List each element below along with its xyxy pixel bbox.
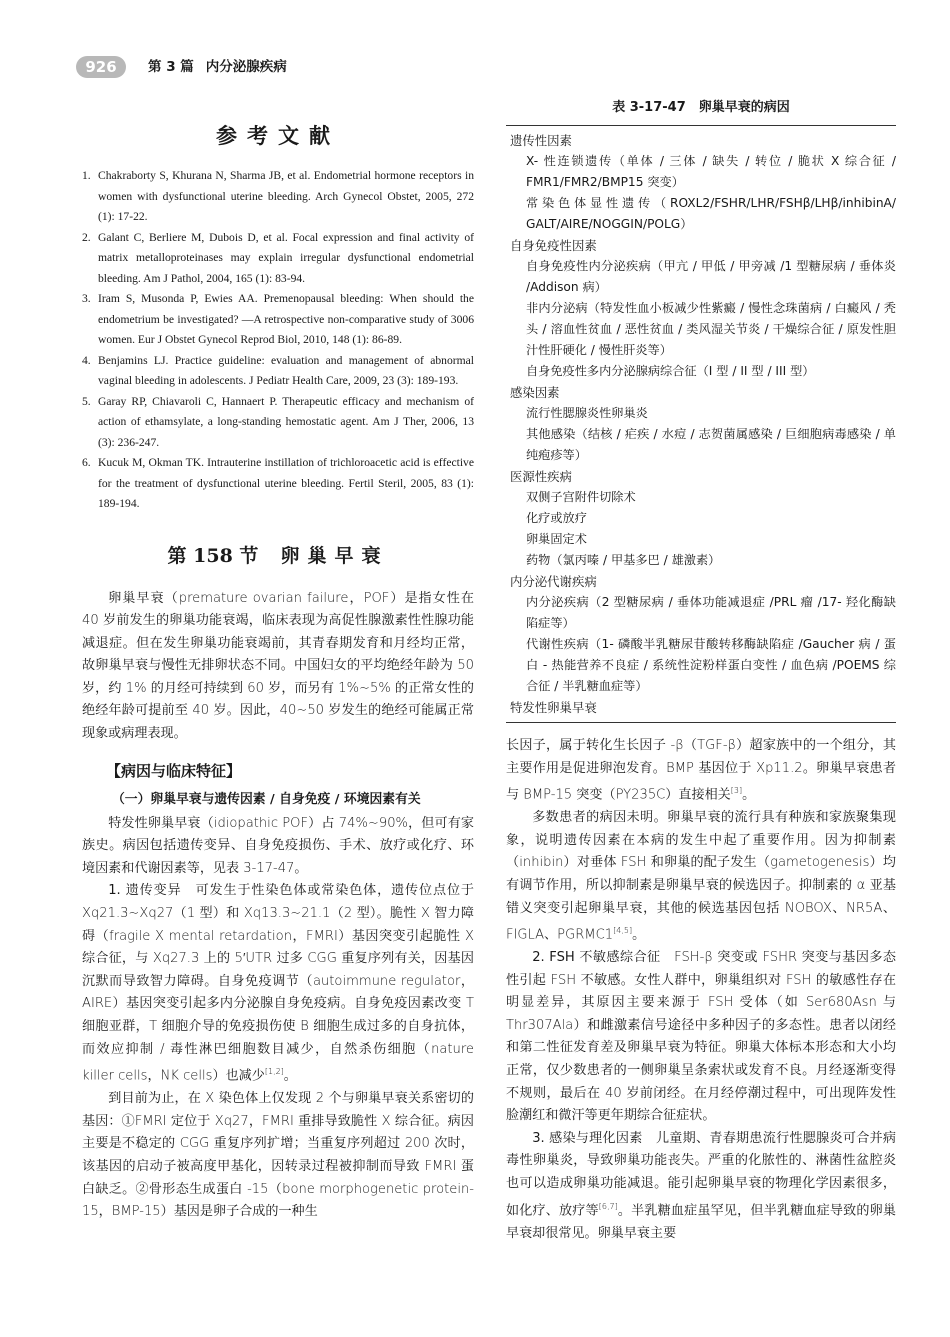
citation: [3] bbox=[730, 786, 743, 796]
reference-number: 5. bbox=[82, 394, 91, 408]
paragraph-text: 可发生于性染色体或常染色体，遗传位点位于 Xq21.3~Xq27（1 型）和 Xq13.3~21.1（2 型）。脆性 X 智力障碍（fragile X mental retardation，FMRI）基因突变引起脆性 X 综合征，与 Xq27.3 上的 5′UTR 过多 CGG 重复序列有关，因基因沉默而导致智力障碍。自身免疫调节（autoimmune regulator，AIRE）基因突变引起多内分泌腺自身免疫病。自身免疫因素改变 T 细胞亚群，T 细胞介导的免疫损伤使 B 细胞生成过多的自身抗体，而效应抑制 / 毒性淋巴细胞数目减少，自然杀伤细胞（nature killer cells，NK cells）也减少 bbox=[82, 883, 475, 1084]
paragraph-end: 。半乳糖血症虽罕见，但半乳糖血症导致的卵巢早衰却很常见。卵巢早衰主要 bbox=[506, 1202, 897, 1241]
table-subitem: 化疗或放疗 bbox=[526, 511, 587, 525]
paragraph-lead: 2. FSH 不敏感综合征 bbox=[532, 950, 661, 966]
paragraph-lead: 3. 感染与理化因素 bbox=[532, 1130, 643, 1146]
running-header bbox=[148, 56, 287, 78]
left-column bbox=[82, 116, 474, 1224]
body-paragraph: 到目前为止，在 X 染色体上仅发现 2 个与卵巢早衰关系密切的基因：①FMRI 定位于 Xq27，FMRI 重排导致脆性 X 综合征。病因主要是不稳定的 CGG 重复序列扩增；当重复序列超过 200 次时，该基因的启动子被高度甲基化，因转录过程被抑制而导致 FMRI 蛋白缺乏。②骨形态生成蛋白 -15（bone morphogenetic protein-15，BMP-15）基因是卵子合成的一种生 bbox=[82, 1091, 474, 1220]
references-title: 参考文献 bbox=[216, 123, 340, 148]
citation: [6,7] bbox=[598, 1201, 618, 1211]
body-paragraph bbox=[506, 807, 896, 947]
table-subitem: 非内分泌病（特发性血小板减少性紫癜 / 慢性念珠菌病 / 白癜风 / 秃头 / 溶血性贫血 / 恶性贫血 / 类风湿关节炎 / 干燥综合征 / 原发性胆汁性肝硬化 / 慢性肝炎等） bbox=[526, 301, 896, 357]
right-text bbox=[506, 735, 896, 1245]
table-subitem: 常染色体显性遗传（ROXL2/FSHR/LHR/FSHβ/LHβ/inhibinA/ GALT/AIRE/NOGGIN/POLG） bbox=[526, 196, 896, 231]
body-paragraph: 特发性卵巢早衰（idiopathic POF）占 74%~90%，但可有家族史。病因包括遗传变异、自身免疫损伤、手术、放疗或化疗、环境因素和代谢因素等，见表 3-17-47。 bbox=[82, 815, 474, 876]
table-subitem: X- 性连锁遗传（单体 / 三体 / 缺失 / 转位 / 脆状 X 综合征 / FMR1/FMR2/BMP15 突变） bbox=[526, 154, 896, 189]
paragraph-text: 多数患者的病因未明。卵巢早衰的流行具有种族和家族聚集现象，说明遗传因素在本病的发生中起了重要作用。因为抑制素（inhibin）对垂体 FSH 和卵巢的配子发生（gametogenesis）均有调节作用，所以抑制素是卵巢早衰的候选因子。抑制素的 α 亚基错义突变引起卵巢早衰，其他的候选基因包括 NOBOX、NR5A、FIGLA、PGRMC1 bbox=[506, 810, 896, 943]
subsection-heading: 【病因与临床特征】 bbox=[106, 761, 242, 780]
reference-item bbox=[82, 453, 474, 515]
paragraph-text: 长因子，属于转化生长因子 -β（TGF-β）超家族中的一个组分，其主要作用是促进卵泡发育。BMP 基因位于 Xp11.2。卵巢早衰患者与 BMP-15 突变（PY235C）直接相关 bbox=[506, 738, 896, 803]
section-title: 卵巢早衰 bbox=[280, 544, 389, 567]
reference-text: Kucuk M, Okman TK. Intrauterine instillation of trichloroacetic acid is effective for the treatment of dysfunctional uterine bleeding. Fertil Steril, 2005, 83 (1): 189-194. bbox=[98, 456, 474, 510]
reference-number: 1. bbox=[82, 169, 91, 182]
table-category: 医源性疾病 bbox=[510, 469, 572, 484]
table-subitem: 其他感染（结核 / 疟疾 / 水痘 / 志贺菌属感染 / 巨细胞病毒感染 / 单纯疱疹等） bbox=[526, 427, 896, 462]
paragraph-end: 。 bbox=[742, 787, 756, 803]
body-paragraph bbox=[506, 1128, 896, 1245]
reference-item bbox=[82, 392, 474, 454]
table-category: 遗传性因素 bbox=[510, 133, 572, 148]
table-subitem: 双侧子宫附件切除术 bbox=[526, 490, 636, 504]
sub-subsection-heading: （一）卵巢早衰与遗传因素 / 自身免疫 / 环境因素有关 bbox=[112, 791, 421, 807]
paragraph-lead: 1. 遗传变异 bbox=[108, 883, 182, 899]
reference-number: 4. bbox=[82, 353, 91, 367]
reference-item bbox=[82, 228, 474, 290]
table-subitem: 卵巢固定术 bbox=[526, 532, 587, 546]
reference-text: Galant C, Berliere M, Dubois D, et al. Focal expression and final activity of matrix metalloproteinases may explain irregular dysfunctional endometrial bleeding. Am J Pathol, 2004, 165 (1): 83-94. bbox=[98, 230, 474, 285]
section-number: 第 158 节 bbox=[167, 544, 259, 567]
table-category: 感染因素 bbox=[510, 385, 560, 400]
reference-text: Benjamins LJ. Practice guideline: evaluation and management of abnormal vaginal bleeding in adolescents. J Pediatr Health Care, 2009, 23 (3): 189-193. bbox=[98, 353, 474, 387]
paragraph-end: 。 bbox=[632, 927, 646, 943]
reference-number: 2. bbox=[82, 230, 91, 244]
reference-list bbox=[82, 166, 474, 515]
table-category: 内分泌代谢疾病 bbox=[510, 574, 597, 589]
paragraph-end: 。 bbox=[283, 1068, 297, 1084]
body-paragraph bbox=[506, 735, 896, 807]
part-label: 第 3 篇 bbox=[148, 59, 194, 75]
cause-table bbox=[506, 125, 896, 723]
intro-paragraph: 卵巢早衰（premature ovarian failure，POF）是指女性在 40 岁前发生的卵巢功能衰竭，临床表现为高促性腺激素性性腺功能减退症。但在发生卵巢功能衰竭前，其青春期发育和月经均正常，故卵巢早衰与慢性无排卵状态不同。中国妇女的平均绝经年龄为 50 岁，约 1% 的月经可持续到 60 岁，而另有 1%~5% 的正常女性的绝经年龄可提前至 40 岁。因此，40~50 岁发生的绝经可能属正常现象或病理表现。 bbox=[82, 590, 474, 742]
right-column bbox=[506, 96, 896, 1245]
table-subitem: 内分泌疾病（2 型糖尿病 / 垂体功能减退症 /PRL 瘤 /17- 羟化酶缺陷症等） bbox=[526, 595, 896, 630]
reference-text: Iram S, Musonda P, Ewies AA. Premenopausal bleeding: When should the endometrium be investigated? —A retrospective non-comparative study of 3006 women. Eur J Obstet Gynecol Reprod Biol, 2010, 148 (1): 86-89. bbox=[98, 292, 474, 346]
reference-item bbox=[82, 166, 474, 228]
reference-text: Garay RP, Chiavaroli C, Hannaert P. Therapeutic efficacy and mechanism of action of ethamsylate, a long-standing hemostatic agent. Am J Ther, 2006, 13 (3): 236-247. bbox=[98, 394, 474, 449]
reference-text: Chakraborty S, Khurana N, Sharma JB, et al. Endometrial hormone receptors in women with dysfunctional uterine bleeding. Arch Gynecol Obstet, 2005, 272 (1): 17-22. bbox=[98, 169, 474, 223]
table-subitem: 代谢性疾病（1- 磷酸半乳糖尿苷酸转移酶缺陷症 /Gaucher 病 / 蛋白 - 热能营养不良症 / 系统性淀粉样蛋白变性 / 血色病 /POEMS 综合征 / 半乳糖血症等） bbox=[526, 637, 896, 693]
body-paragraph bbox=[82, 880, 474, 1088]
reference-number: 3. bbox=[82, 292, 91, 305]
table-subitem: 自身免疫性内分泌疾病（甲亢 / 甲低 / 甲旁减 /1 型糖尿病 / 垂体炎 /Addison 病） bbox=[526, 259, 896, 294]
reference-item bbox=[82, 351, 474, 392]
citation: [4,5] bbox=[613, 926, 633, 936]
table-title: 表 3-17-47 卵巢早衰的病因 bbox=[612, 100, 790, 115]
reference-number: 6. bbox=[82, 456, 91, 469]
table-subitem: 药物（氯丙嗪 / 甲基多巴 / 雄激素） bbox=[526, 553, 721, 567]
table-subitem: 流行性腮腺炎性卵巢炎 bbox=[526, 406, 648, 420]
paragraph-text: 儿童期、青春期患流行性腮腺炎可合并病毒性卵巢炎，导致卵巢功能丧失。严重的化脓性的、淋菌性盆腔炎也可以造成卵巢功能减退。能引起卵巢早衰的物理化学因素很多，如化疗、放疗等 bbox=[506, 1130, 897, 1218]
citation: [1,2] bbox=[264, 1067, 284, 1077]
table-category: 特发性卵巢早衰 bbox=[510, 700, 597, 715]
table-subitem: 自身免疫性多内分泌腺病综合征（I 型 / II 型 / III 型） bbox=[526, 364, 815, 378]
part-title: 内分泌腺疾病 bbox=[205, 59, 287, 75]
paragraph-text: FSH-β 突变或 FSHR 突变与基因多态性引起 FSH 不敏感。女性人群中，卵巢组织对 FSH 的敏感性存在明显差异，其原因主要来源于 FSH 受体（如 Ser680Asn 与 Thr307Ala）和雌激素信号途径中多种因子的多态性。患者以闭经和第二性征发育差及卵巢早衰为特征。卵巢大体标本形态和大小均正常，仅少数患者的一侧卵巢呈条索状或发育不良。月经逐渐变得不规则，最后在 40 岁前闭经。在月经停潮过程中，可出现阵发性脸潮红和微汗等更年期综合征症状。 bbox=[506, 950, 896, 1124]
table-category: 自身免疫性因素 bbox=[510, 238, 597, 253]
page-number-badge: 926 bbox=[76, 56, 126, 78]
body-paragraph bbox=[506, 947, 896, 1128]
reference-item bbox=[82, 289, 474, 351]
section-heading bbox=[82, 541, 474, 568]
